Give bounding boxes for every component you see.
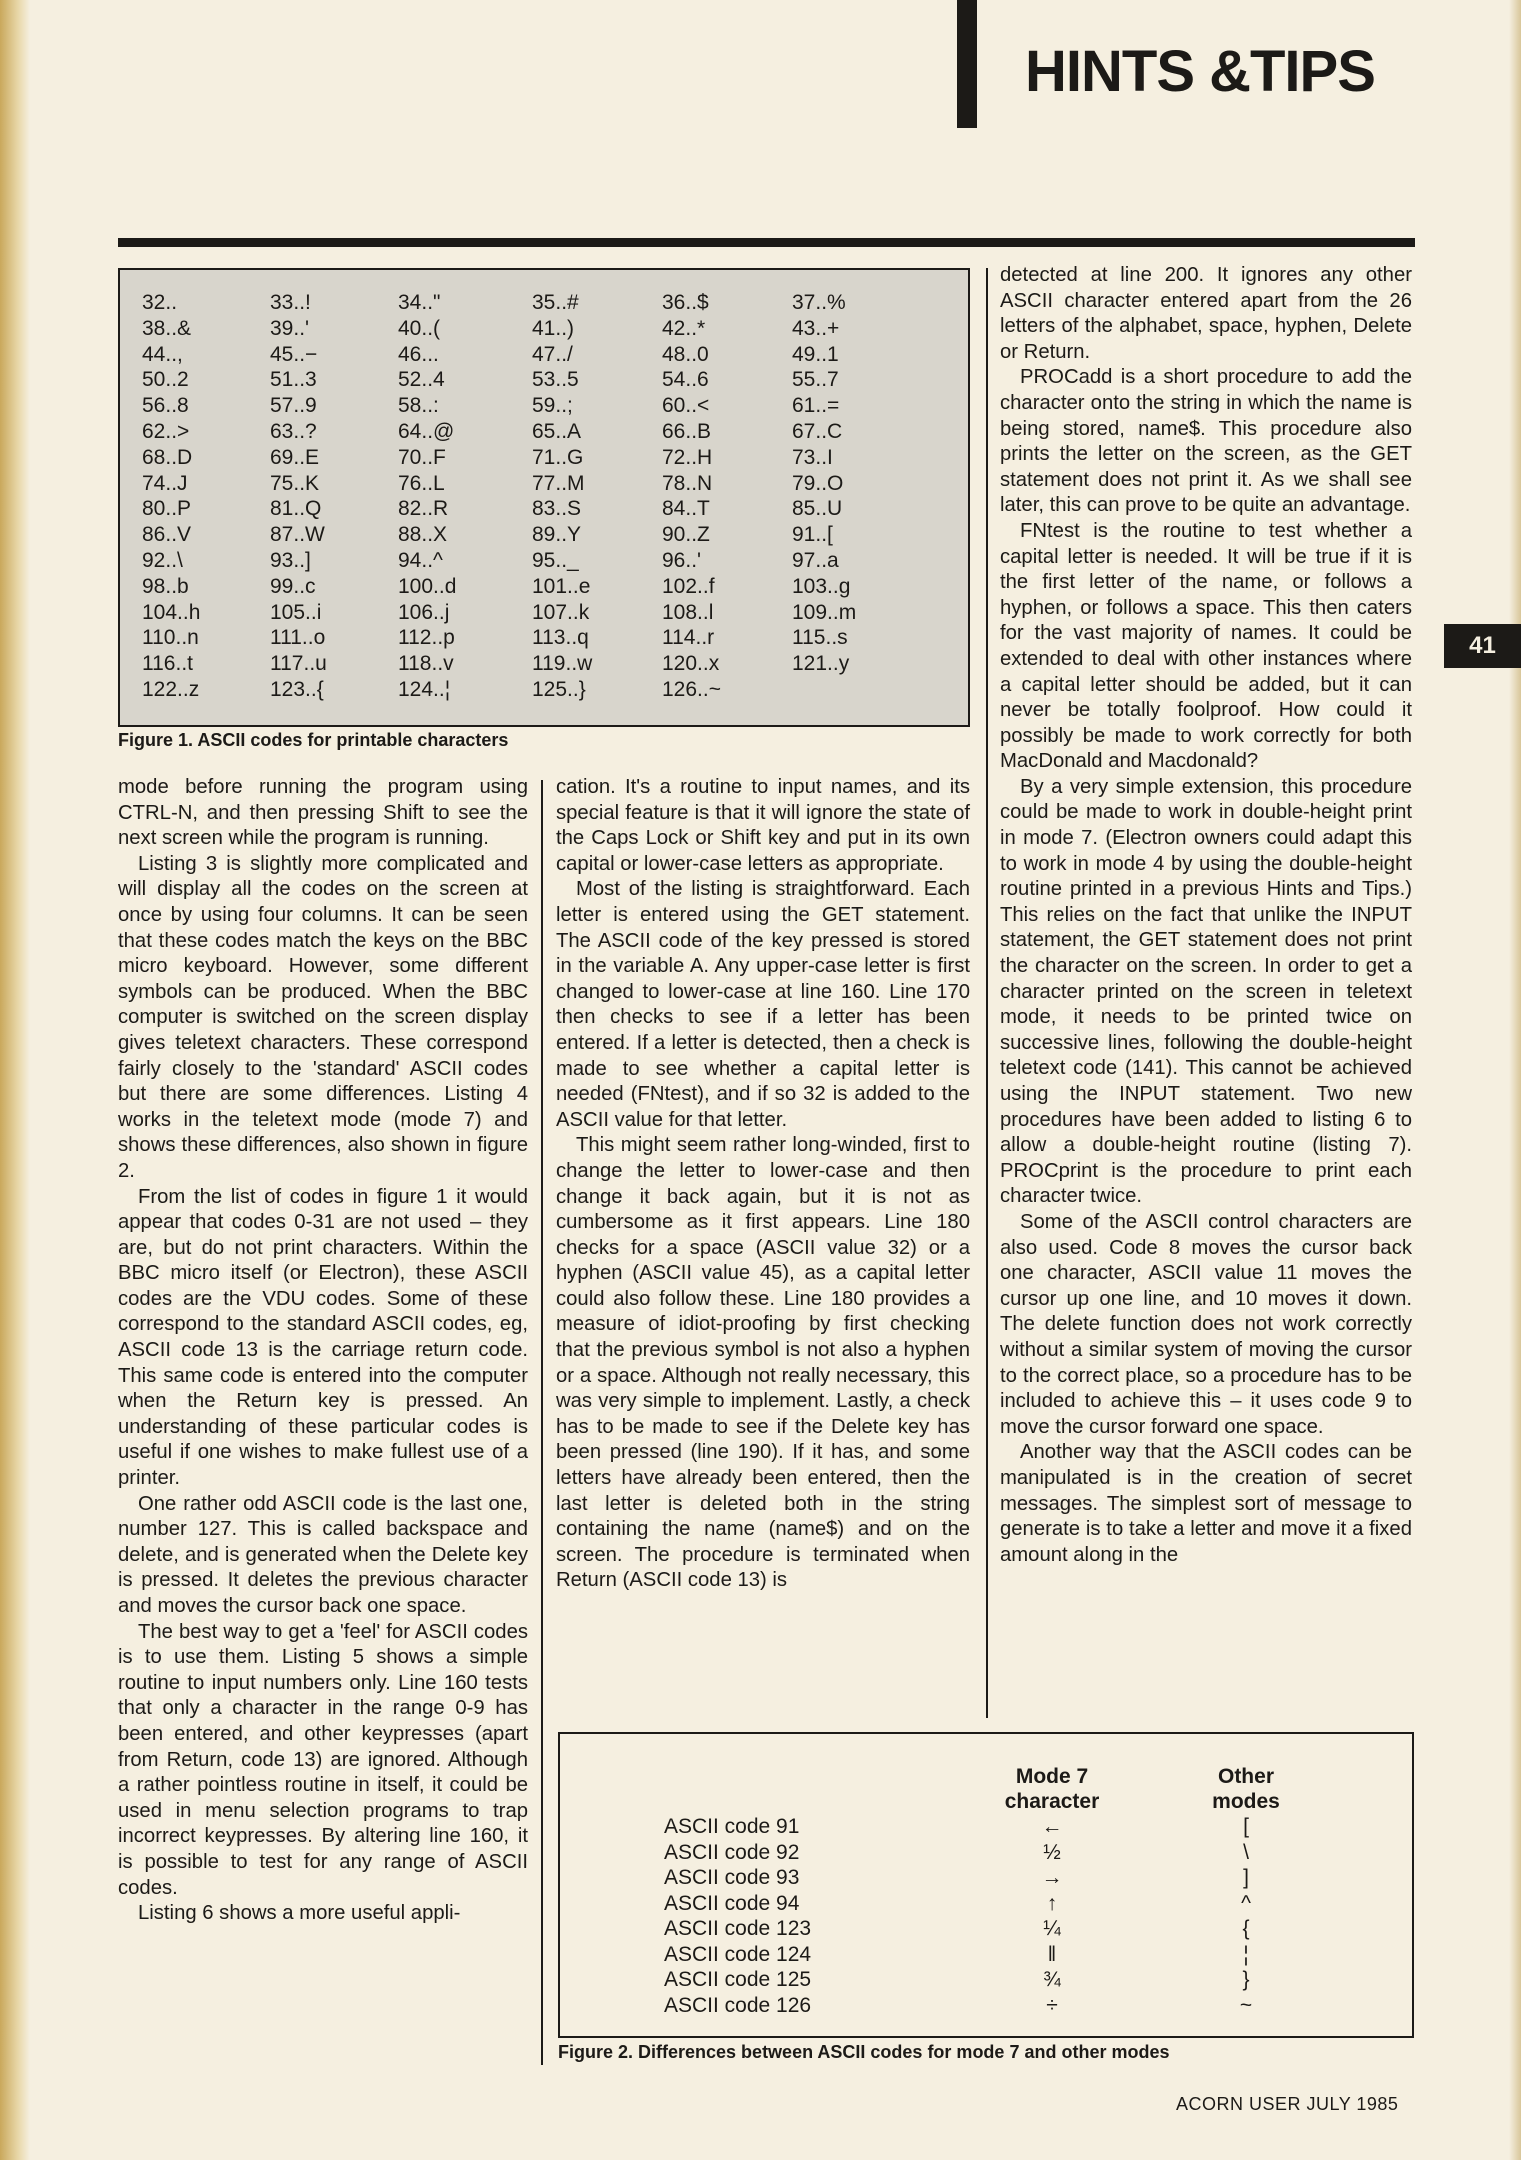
table-row [560,1891,1412,1917]
table-cell: 40..( [398,316,441,340]
mode7-character: ¾ [1043,1968,1061,1991]
table-cell: 74..J [142,471,188,495]
table-row [560,1993,1412,2019]
table-cell: 113..q [532,626,589,650]
ascii-code-grid [120,290,972,703]
table-cell: 64..@ [398,419,455,443]
mode7-character: ‖ [1047,1942,1057,1966]
table-cell: 36..$ [662,291,709,314]
paragraph: By a very simple extension, this procedure could be made to work in double-height print in mode 7. (Electron owners could adapt this to work in mode 4 by using the double-height routine printed in a previous Hints and Tips.) This relies on the fact that unlike the INPUT statement, the GET statement does not print the character on the screen. In order to get a character printed on the screen in teletext mode, it needs to be printed twice on successive lines, following the double-height teletext code (141). This cannot be achieved using the INPUT statement. Two new procedures have been added to listing 6 to allow a double-height routine (listing 7). PROCprint is the procedure to print each character twice. [1000,775,1412,1208]
other-mode-character: ~ [1239,1993,1253,2017]
table-cell: 59..; [532,394,573,418]
footer-issue: ACORN USER JULY 1985 [1176,2094,1399,2114]
table-cell: 118..v [398,652,454,676]
table-cell: 100..d [398,574,457,598]
header-line: Other [1217,1765,1274,1788]
table-cell: 115..s [792,626,848,650]
table-cell: 42..* [662,316,706,340]
table-cell: 32.. [142,291,178,314]
table-cell: 47../ [532,342,573,366]
table-cell: 33..! [270,291,311,314]
table-row [120,342,972,368]
table-cell: 120..x [662,652,720,676]
mode7-character: ← [1041,1815,1063,1838]
table-cell: 107..k [532,600,590,624]
table-cell: 126..~ [662,677,721,701]
table-row [120,419,972,445]
table-row [560,1814,1412,1840]
mode7-character: ÷ [1046,1993,1058,2017]
table-cell: 70..F [398,445,446,469]
table-cell: 108..l [662,600,714,624]
table-cell: 86..V [142,523,192,547]
table-cell: 88..X [398,523,448,547]
paragraph: mode before running the program using CTRL-N, and then pressing Shift to see the next screen while the program is running. [118,776,528,850]
table-cell: 123..{ [270,677,324,701]
table-row [120,445,972,471]
ascii-code-label: ASCII code 93 [664,1866,800,1889]
figure-1-table [118,268,970,727]
other-mode-character: ] [1243,1866,1249,1889]
header-bar [957,0,977,128]
table-cell: 98..b [142,574,189,598]
table-cell: 119..w [532,652,593,676]
table-cell: 34.." [398,291,441,314]
table-row [120,471,972,497]
table-cell: 73..I [792,445,833,469]
table-row [120,677,972,703]
paragraph: FNtest is the routine to test whether a capital letter is needed. It will be true if it is the first letter of the name, or follows a hyphen, or follows a space. This then caters for the vast majority of names. It could be extended to deal with other instances where a capital letter should be added, but it can never be totally foolproof. How could it possibly be made to work correctly for both MacDonald and Macdonald? [1000,519,1412,773]
table-cell: 105..i [270,600,322,624]
mode7-character: → [1041,1866,1063,1889]
table-cell: 67..C [792,419,843,443]
table-cell: 69..E [270,445,320,469]
article-column-3 [1000,263,1412,1568]
ascii-code-label: ASCII code 91 [664,1815,800,1838]
table-row [120,393,972,419]
table-cell: 116..t [142,652,193,676]
table-cell: 91..[ [792,523,833,547]
header-line: Mode 7 [1015,1765,1089,1788]
page-number: 41 [1444,624,1521,668]
table-cell: 38..& [142,316,192,340]
table-cell: 82..R [398,497,449,521]
table-cell: 79..O [792,471,844,495]
page-gutter [0,0,30,2160]
header-line: modes [1212,1790,1280,1813]
mode7-character: ↑ [1046,1891,1058,1915]
table-cell: 85..U [792,497,843,521]
other-modes-column-header [1196,1764,1296,1814]
table-cell: 125..} [532,677,586,701]
table-cell: 62..> [142,419,190,443]
table-cell: 110..n [142,626,199,650]
ascii-code-label: ASCII code 94 [664,1891,800,1915]
table-cell: 46... [398,342,439,366]
table-cell: 66..B [662,419,712,443]
paragraph: The best way to get a 'feel' for ASCII codes is to use them. Listing 5 shows a simple routine to input numbers only. Line 160 tests that only a character in the range 0-9 has been entered, and other keypresses (apart from Return, code 13) are ignored. Although a rather pointless routine in itself, it could be used in menu selection programs to trap incorrect keypresses. By altering line 160, it is possible to test for any range of ASCII codes. [118,1620,528,1899]
table-cell: 80..P [142,497,192,521]
ascii-code-label: ASCII code 92 [664,1840,800,1864]
table-cell: 103..g [792,574,851,598]
figure-2-caption: Figure 2. Differences between ASCII codes for mode 7 and other modes [558,2042,1170,2062]
paragraph: Some of the ASCII control characters are also used. Code 8 moves the cursor back one character, ASCII value 11 moves the cursor up one line, and 10 moves it down. The delete function does not work correctly without a similar system of moving the cursor to the correct place, so a procedure has to be included to achieve this – it uses code 9 to move the cursor forward one space. [1000,1210,1412,1438]
table-cell: 84..T [662,497,710,521]
table-cell: 68..D [142,445,193,469]
table-cell: 49..1 [792,342,839,366]
table-row [560,1942,1412,1968]
ascii-code-label: ASCII code 123 [664,1917,812,1940]
top-rule [118,238,1415,247]
table-cell: 63..? [270,419,317,443]
ascii-code-label: ASCII code 124 [664,1942,812,1966]
paragraph: Listing 3 is slightly more complicated and will display all the codes on the screen at once by using four columns. It can be seen that these codes match the keys on the BBC micro keyboard. However, some different symbols can be produced. When the BBC computer is switched on the screen display gives teletext characters. These correspond fairly closely to the 'standard' ASCII codes but there are some differences. Listing 4 works in the teletext mode (mode 7) and shows these differences, also shown in figure 2. [118,852,528,1182]
table-cell: 114..r [662,626,715,650]
table-cell: 52..4 [398,368,445,392]
table-row [120,316,972,342]
table-cell: 95.._ [532,548,579,572]
table-row [120,367,972,393]
table-row [120,548,972,574]
paragraph: This might seem rather long-winded, first to change the letter to lower-case and then change it back again, but it is not as cumbersome as it first appears. Line 180 checks for a space (ASCII value 32) or a hyphen (ASCII value 45), as a capital letter could also follow these. Line 180 provides a measure of idiot-proofing by first checking that the previous symbol is not also a hyphen or a space. Although not really necessary, this was very simple to implement. Lastly, a check has to be made to see if the Delete key has been pressed (line 190). If it has, and some letters have already been entered, then the last letter is deleted both in the string containing the name (name$) and on the screen. The procedure is terminated when Return (ASCII code 13) is [556,1134,970,1592]
other-mode-character: } [1242,1968,1250,1991]
table-cell: 43..+ [792,316,840,340]
table-cell: 109..m [792,600,857,624]
table-cell: 76..L [398,471,445,495]
table-row [560,1840,1412,1866]
table-cell: 97..a [792,548,839,572]
table-cell: 58..: [398,394,439,418]
table-cell: 96..' [662,548,702,572]
table-cell: 90..Z [662,523,710,547]
mode7-column-header [992,1764,1112,1814]
article-column-2 [556,775,970,1594]
ascii-code-label: ASCII code 125 [664,1968,812,1991]
table-row [560,1916,1412,1942]
table-row [120,496,972,522]
table-cell: 92..\ [142,548,183,572]
table-row [120,651,972,677]
table-cell: 102..f [662,574,715,598]
table-row [120,522,972,548]
paragraph: Listing 6 shows a more useful appli- [138,1902,461,1925]
column-divider-1 [541,780,543,2065]
paragraph: Another way that the ASCII codes can be manipulated is in the creation of secret messages. The simplest sort of message to generate is to take a letter and move it a fixed amount along in the [1000,1441,1412,1566]
table-cell: 83..S [532,497,582,521]
section-title: HINTS &TIPS [1025,39,1375,104]
table-cell: 122..z [142,677,200,701]
figure-1-caption: Figure 1. ASCII codes for printable characters [118,730,509,750]
table-cell: 101..e [532,574,591,598]
header-line: character [1004,1790,1100,1813]
other-mode-character: \ [1243,1840,1249,1864]
table-cell: 99..c [270,574,316,598]
other-mode-character: [ [1243,1815,1249,1838]
paragraph: PROCadd is a short procedure to add the character onto the string in which the name is being stored, name$. This procedure also prints the letter on the screen, as the GET statement does not print it. As we shall see later, this can prove to be quite an advantage. [1000,366,1412,517]
table-cell: 45..− [270,342,318,366]
table-cell: 77..M [532,471,585,495]
other-mode-character: { [1242,1917,1250,1940]
table-cell: 75..K [270,471,320,495]
table-cell: 71..G [532,445,584,469]
table-cell: 51..3 [270,368,317,392]
table-cell: 94..^ [398,548,443,572]
column-divider-2 [986,268,988,1718]
paragraph: Most of the listing is straightforward. Each letter is entered using the GET statement. The ASCII code of the key pressed is stored in the variable A. Any upper-case letter is first changed to lower-case at line 160. Line 170 then checks to see if a letter has been entered. If a letter is detected, then a check is made to see whether a capital letter is needed (FNtest), and if so 32 is added to the ASCII value for that letter. [556,878,970,1131]
table-row [120,290,972,316]
table-cell: 39..' [270,316,310,340]
table-cell: 55..7 [792,368,839,392]
paragraph: cation. It's a routine to input names, and its special feature is that it will ignore the state of the Caps Lock or Shift key and put in its own capital or lower-case letters as appropriate. [556,776,970,875]
table-cell: 50..2 [142,368,189,392]
table-row [560,1865,1412,1891]
figure-2-table [558,1732,1414,2038]
other-mode-character: ^ [1241,1891,1251,1915]
table-cell: 61..= [792,394,840,418]
table-cell: 78..N [662,471,713,495]
table-row [120,600,972,626]
table-cell: 37..% [792,291,846,314]
mode7-character: ½ [1043,1840,1061,1864]
table-row [560,1967,1412,1993]
table-cell: 104..h [142,600,201,624]
table-cell: 93..] [270,548,311,572]
table-cell: 121..y [792,652,850,676]
table-cell: 41..) [532,316,575,340]
table-cell: 65..A [532,419,582,443]
article-column-1 [118,775,528,1927]
table-cell: 48..0 [662,342,709,366]
table-row [120,625,972,651]
page-edge [1509,0,1521,2160]
paragraph: detected at line 200. It ignores any other ASCII character entered apart from the 26 letters of the alphabet, space, hyphen, Delete or Return. [1000,264,1412,363]
table-cell: 124..¦ [398,677,451,701]
table-row [120,574,972,600]
table-cell: 111..o [270,626,326,650]
table-cell: 56..8 [142,394,189,418]
table-cell: 106..j [398,600,450,624]
table-cell: 60..< [662,394,710,418]
other-mode-character: ¦ [1243,1942,1249,1966]
table-cell: 54..6 [662,368,709,392]
table-cell: 57..9 [270,394,317,418]
table-cell: 35..# [532,291,579,314]
paragraph: From the list of codes in figure 1 it would appear that codes 0-31 are not used – they are, but do not print characters. Within the BBC micro itself (or Electron), these ASCII codes are the VDU codes. Some of these correspond to the standard ASCII codes, eg, ASCII code 13 is the carriage return code. This same code is entered into the computer when the Return key is pressed. An understanding of these particular codes is useful if one wishes to make fullest use of a printer. [118,1185,528,1490]
table-cell: 72..H [662,445,713,469]
ascii-code-label: ASCII code 126 [664,1993,812,2017]
table-cell: 89..Y [532,523,582,547]
table-cell: 81..Q [270,497,322,521]
mode7-character: ¼ [1043,1917,1061,1940]
paragraph: One rather odd ASCII code is the last one, number 127. This is called backspace and delete, and is generated when the Delete key is pressed. It deletes the previous character and moves the cursor back one space. [118,1492,528,1617]
table-cell: 87..W [270,523,325,547]
table-cell: 44.., [142,342,183,366]
table-cell: 53..5 [532,368,579,392]
table-cell: 112..p [398,626,455,650]
table-cell: 117..u [270,652,327,676]
